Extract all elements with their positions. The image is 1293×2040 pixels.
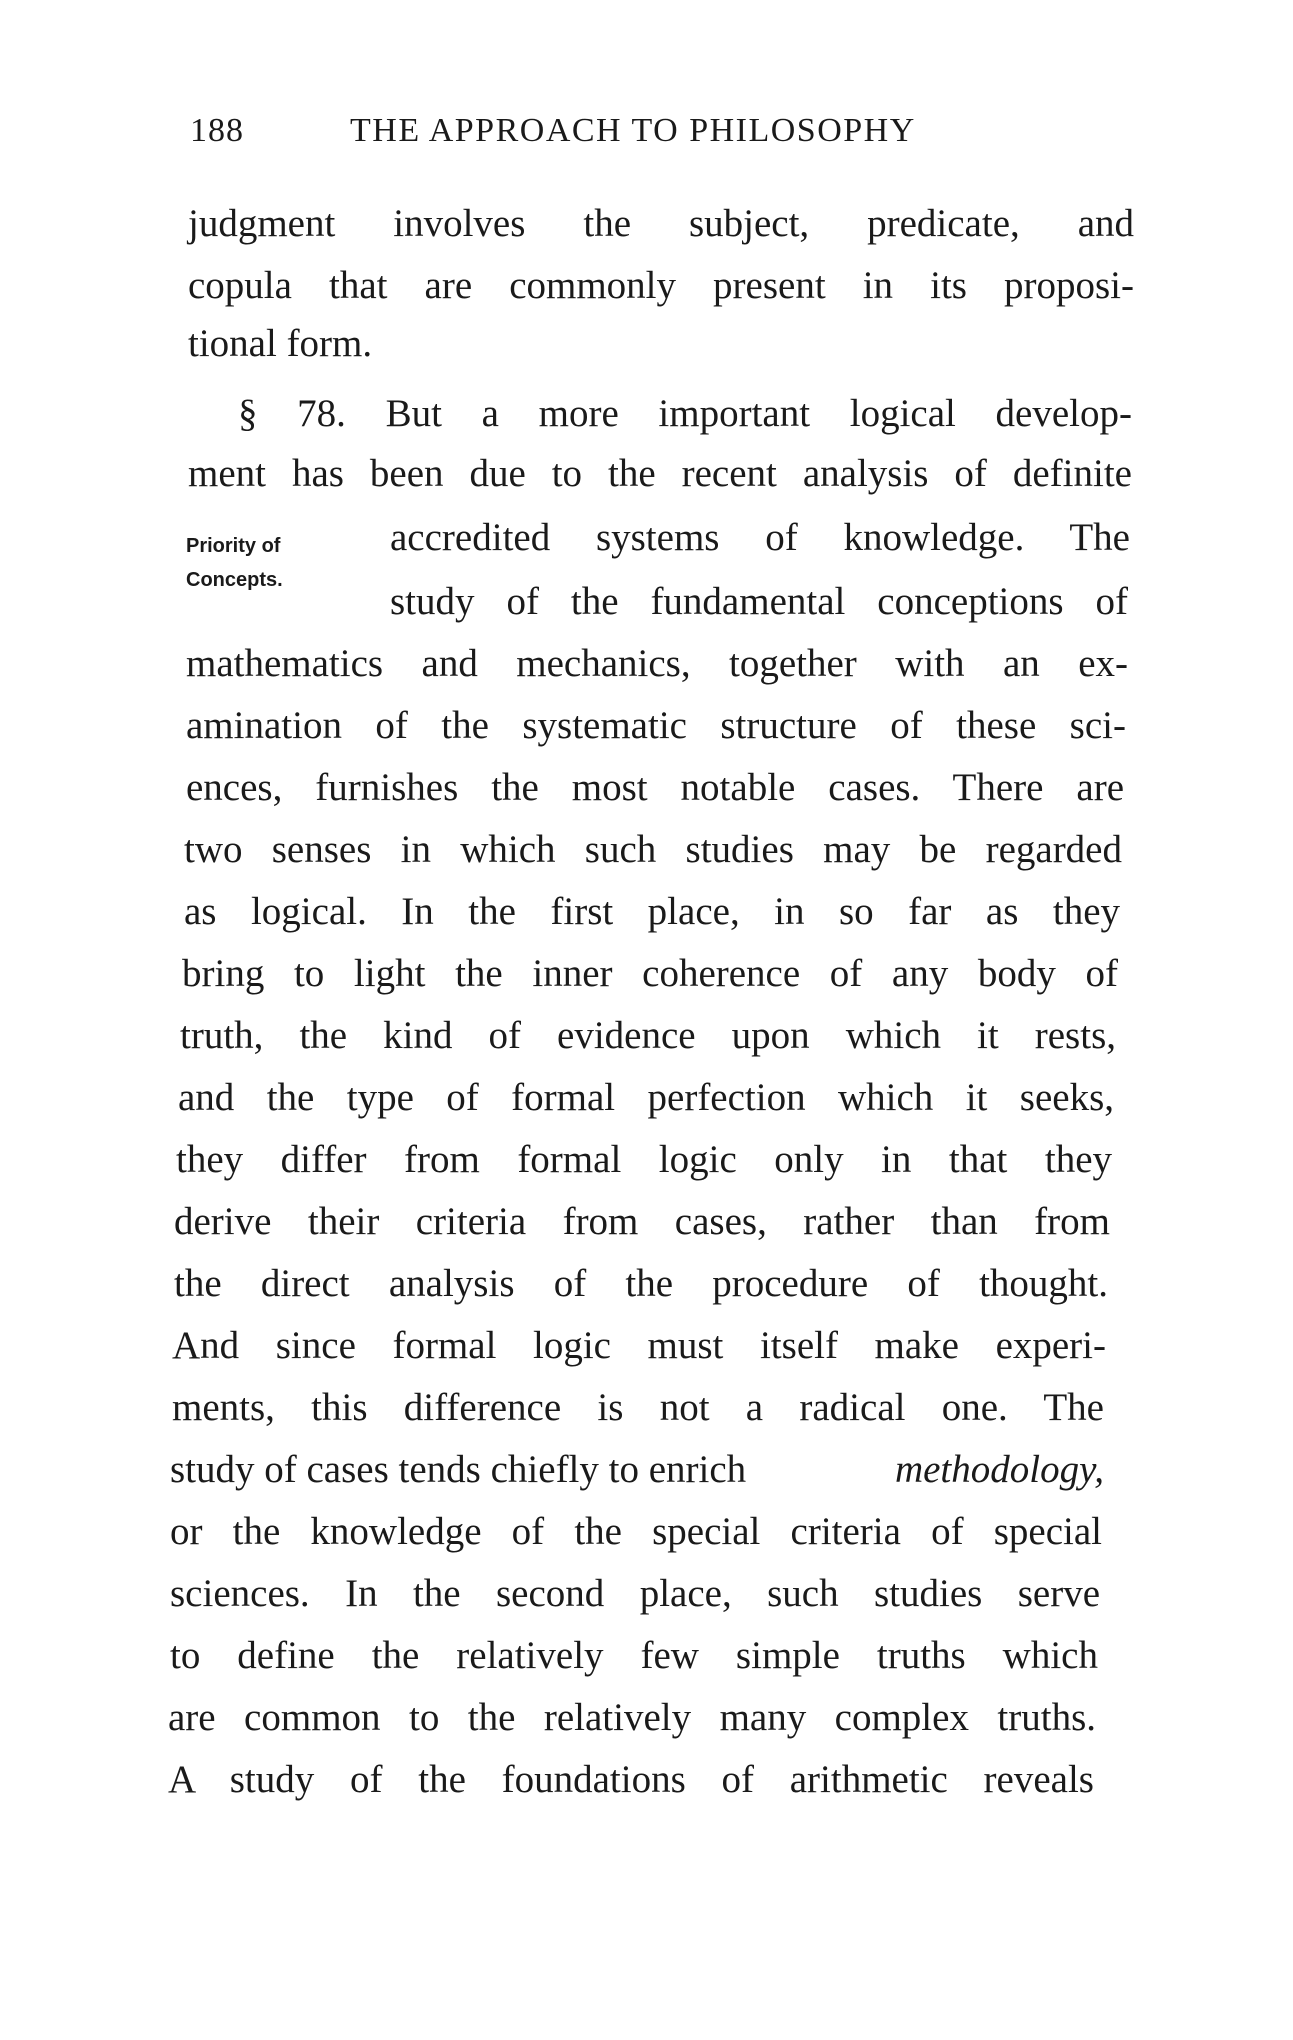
text-line: A study of the foundations of arithmetic reveals (168, 1758, 1094, 1801)
text-line: bring to light the inner coherence of any body of (182, 952, 1118, 995)
text-line: ments, this difference is not a radical one. The (172, 1386, 1104, 1429)
text-line: copula that are commonly present in its proposi- (188, 264, 1134, 307)
text-line: study of the fundamental conceptions of (390, 580, 1128, 623)
text-line: two senses in which such studies may be regarded (184, 828, 1122, 871)
page-number: 188 (190, 112, 244, 149)
text-line: mathematics and mechanics, together with an ex- (186, 642, 1128, 685)
text-line: ment has been due to the recent analysis of definite (188, 452, 1132, 495)
text-line: derive their criteria from cases, rather than from (174, 1200, 1110, 1243)
text-line (170, 1442, 1104, 1498)
text-line: sciences. In the second place, such studies serve (170, 1572, 1100, 1615)
section-start-line: § 78. But a more important logical develop- (238, 392, 1132, 435)
text-line: and the type of formal perfection which it seeks, (178, 1076, 1114, 1119)
text-line: tional form. (188, 322, 373, 365)
text-line: accredited systems of knowledge. The (390, 516, 1130, 559)
text-line: ences, furnishes the most notable cases. There are (186, 766, 1124, 809)
text-line: And since formal logic must itself make experi- (172, 1324, 1106, 1367)
sidenote-line-2: Concepts. (186, 569, 283, 591)
running-title: THE APPROACH TO PHILOSOPHY (350, 112, 916, 149)
text-line: truth, the kind of evidence upon which it rests, (180, 1014, 1116, 1057)
text-line: as logical. In the first place, in so far as they (184, 890, 1120, 933)
text-line: are common to the relatively many complex truths. (168, 1696, 1096, 1739)
sidenote-line-1: Priority of (186, 535, 281, 557)
text-line: amination of the systematic structure of these sci- (186, 704, 1126, 747)
text-line: they differ from formal logic only in that they (176, 1138, 1112, 1181)
emphasis-term: methodology, (894, 1448, 1104, 1491)
text-line: or the knowledge of the special criteria of special (170, 1510, 1102, 1553)
text-line: to define the relatively few simple truths which (170, 1634, 1098, 1677)
text-segment: study of cases tends chiefly to enrich (170, 1448, 747, 1491)
text-line: judgment involves the subject, predicate, and (188, 202, 1134, 245)
running-head (190, 112, 1090, 162)
text-line: the direct analysis of the procedure of thought. (174, 1262, 1108, 1305)
